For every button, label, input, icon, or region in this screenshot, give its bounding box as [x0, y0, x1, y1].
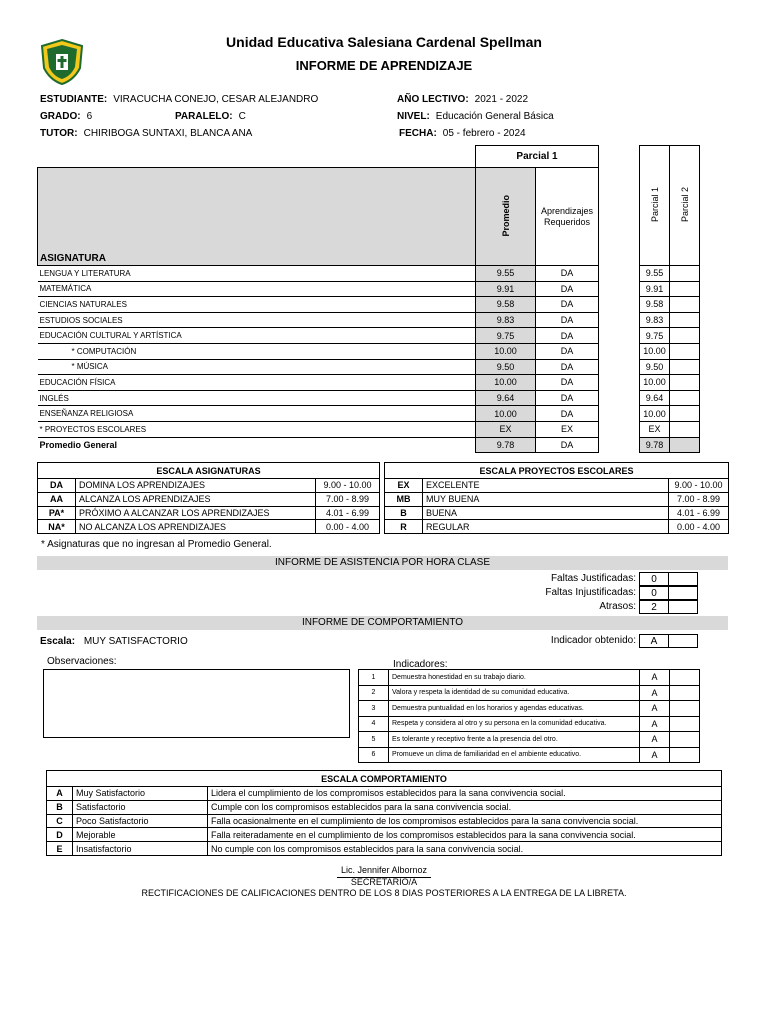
- behavior-scale-row: [47, 800, 722, 814]
- tutor-label: TUTOR:: [40, 128, 78, 139]
- indicator-empty: [670, 732, 700, 748]
- scale-range: 9.00 - 10.00: [669, 479, 729, 493]
- scale-code: NA*: [38, 520, 76, 534]
- subject-name: * PROYECTOS ESCOLARES: [38, 421, 476, 437]
- subject-average: 10.00: [476, 343, 536, 359]
- indicator-number: 3: [359, 701, 389, 717]
- parcial2-grade: [670, 297, 700, 313]
- indicator-empty: [670, 670, 700, 686]
- indicators-label: Indicadores:: [393, 659, 448, 670]
- rectification-notice: RECTIFICACIONES DE CALIFICACIONES DENTRO DE LOS 8 DIAS POSTERIORES A LA ENTREGA DE LA LIBRETA.: [141, 888, 627, 898]
- scale-row: [38, 520, 380, 534]
- behavior-scale-value: MUY SATISFACTORIO: [83, 636, 188, 647]
- projects-scale-title: ESCALA PROYECTOS ESCOLARES: [385, 463, 729, 479]
- parcial1-grade: EX: [640, 421, 670, 437]
- indicator-number: 6: [359, 747, 389, 763]
- grade-row: [38, 312, 599, 328]
- behavior-description: Cumple con los compromisos establecidos para la sana convivencia social.: [208, 800, 722, 814]
- date-row: [399, 128, 526, 139]
- projects-scale-table: [384, 462, 729, 534]
- observations-box: [43, 669, 350, 738]
- parcial1-grade: 9.64: [640, 390, 670, 406]
- general-average-learning: DA: [536, 437, 599, 453]
- grade-row: [38, 343, 599, 359]
- parcial-row: [640, 266, 700, 282]
- year-label: AÑO LECTIVO:: [397, 94, 469, 105]
- indicator-text: Respeta y considera al otro y su persona en la comunidad educativa.: [389, 716, 640, 732]
- scale-range: 0.00 - 4.00: [316, 520, 380, 534]
- parciales-table: [639, 145, 700, 453]
- parcial2-grade: [670, 421, 700, 437]
- indicator-label: Indicador obtenido:: [550, 635, 636, 646]
- indicator-empty: [670, 701, 700, 717]
- report-title: INFORME DE APRENDIZAJE: [295, 58, 473, 73]
- level-value: Educación General Básica: [435, 111, 554, 122]
- behavior-name: Mejorable: [73, 828, 208, 842]
- parcial1-grade: 10.00: [640, 343, 670, 359]
- parcial-row: [640, 421, 700, 437]
- behavior-scale-row: [47, 842, 722, 856]
- subject-name: ENSEÑANZA RELIGIOSA: [38, 406, 476, 422]
- subject-average: EX: [476, 421, 536, 437]
- justified-label: Faltas Justificadas:: [550, 573, 636, 584]
- parcial-header: Parcial 1: [476, 146, 599, 168]
- scale-row: [385, 492, 729, 506]
- grade-row: [38, 375, 599, 391]
- indicator-row: [359, 732, 700, 748]
- parcial-row: [640, 312, 700, 328]
- behavior-scale-row: [47, 787, 722, 801]
- parcial1-header: Parcial 1: [649, 186, 660, 222]
- late-label: Atrasos:: [599, 601, 636, 612]
- indicator-empty: [670, 685, 700, 701]
- grade-row: [38, 297, 599, 313]
- parcial1-grade: 9.58: [640, 297, 670, 313]
- indicator-grade: A: [640, 747, 670, 763]
- parcial1-grade: 9.91: [640, 281, 670, 297]
- behavior-code: C: [47, 814, 73, 828]
- subject-learning: DA: [536, 343, 599, 359]
- scale-row: [385, 520, 729, 534]
- parcial2-grade: [670, 390, 700, 406]
- subject-header: ASIGNATURA: [38, 168, 476, 266]
- indicator-row: [359, 701, 700, 717]
- indicator-grade: A: [640, 716, 670, 732]
- subject-name: LENGUA Y LITERATURA: [38, 266, 476, 282]
- indicator-number: 4: [359, 716, 389, 732]
- tutor-row: [40, 128, 252, 139]
- behavior-scale-table: [46, 770, 722, 856]
- grade-row: [38, 281, 599, 297]
- parcial1-grade: 9.83: [640, 312, 670, 328]
- scale-code: MB: [385, 492, 423, 506]
- scale-row: [38, 506, 380, 520]
- grade-value: 6: [86, 111, 93, 122]
- indicator-row: [359, 685, 700, 701]
- parcial2-grade: [670, 312, 700, 328]
- subject-average: 9.75: [476, 328, 536, 344]
- indicator-row: [359, 670, 700, 686]
- scale-row: [38, 492, 380, 506]
- behavior-scale-title: ESCALA COMPORTAMIENTO: [47, 771, 722, 787]
- subject-name: INGLÉS: [38, 390, 476, 406]
- indicator-grade: A: [640, 732, 670, 748]
- behavior-name: Insatisfactorio: [73, 842, 208, 856]
- subjects-scale-table: [37, 462, 380, 534]
- subject-average: 10.00: [476, 375, 536, 391]
- behavior-code: B: [47, 800, 73, 814]
- parcial2-grade: [670, 328, 700, 344]
- parcial-row: [640, 406, 700, 422]
- scale-description: BUENA: [423, 506, 669, 520]
- parcial2-grade: [670, 406, 700, 422]
- scale-range: 4.01 - 6.99: [316, 506, 380, 520]
- behavior-description: Lidera el cumplimiento de los compromisos establecidos para la sana convivencia social.: [208, 787, 722, 801]
- subject-learning: DA: [536, 328, 599, 344]
- scale-description: ALCANZA LOS APRENDIZAJES: [76, 492, 316, 506]
- student-name: VIRACUCHA CONEJO, CESAR ALEJANDRO: [113, 94, 319, 105]
- subject-name: CIENCIAS NATURALES: [38, 297, 476, 313]
- indicator-text: Valora y respeta la identidad de su comunidad educativa.: [389, 685, 640, 701]
- behavior-description: Falla reiteradamente en el cumplimiento de los compromisos establecidos para la sana convivencia social.: [208, 828, 722, 842]
- parcial2-grade: [670, 266, 700, 282]
- aprendizajes-header: Aprendizajes Requeridos: [536, 168, 599, 266]
- parcial1-grade: 9.50: [640, 359, 670, 375]
- subject-average: 9.64: [476, 390, 536, 406]
- subject-average: 9.50: [476, 359, 536, 375]
- scale-range: 7.00 - 8.99: [316, 492, 380, 506]
- indicator-grade: A: [640, 701, 670, 717]
- subject-name: * MÚSICA: [38, 359, 476, 375]
- scale-row: [385, 479, 729, 493]
- year-row: [397, 94, 528, 105]
- parcial-row: [640, 281, 700, 297]
- date-value: 05 - febrero - 2024: [442, 128, 526, 139]
- scale-range: 7.00 - 8.99: [669, 492, 729, 506]
- parcial2-grade: [670, 359, 700, 375]
- subject-learning: DA: [536, 297, 599, 313]
- behavior-code: E: [47, 842, 73, 856]
- parcial2-grade: [670, 343, 700, 359]
- behavior-scale-row: [47, 814, 722, 828]
- subject-learning: DA: [536, 281, 599, 297]
- subject-learning: DA: [536, 390, 599, 406]
- behavior-description: No cumple con los compromisos establecidos para la sana convivencia social.: [208, 842, 722, 856]
- unjustified-label: Faltas Injustificadas:: [545, 587, 636, 598]
- grade-row: [38, 421, 599, 437]
- parcial2-grade: [670, 375, 700, 391]
- scale-row: [385, 506, 729, 520]
- indicator-text: Promueve un clima de familiaridad en el ambiente educativo.: [389, 747, 640, 763]
- parcial2-grade: [670, 281, 700, 297]
- subject-name: EDUCACIÓN FÍSICA: [38, 375, 476, 391]
- indicator-empty: [668, 634, 698, 648]
- grade-row: [38, 359, 599, 375]
- parallel-row: [175, 111, 246, 122]
- general-average-label: Promedio General: [39, 440, 118, 451]
- indicator-value: A: [639, 634, 669, 648]
- parcial-row: [640, 359, 700, 375]
- subject-average: 10.00: [476, 406, 536, 422]
- behavior-title: INFORME DE COMPORTAMIENTO: [37, 616, 728, 630]
- level-label: NIVEL:: [397, 111, 430, 122]
- scale-description: NO ALCANZA LOS APRENDIZAJES: [76, 520, 316, 534]
- scale-description: MUY BUENA: [423, 492, 669, 506]
- attendance-title: INFORME DE ASISTENCIA POR HORA CLASE: [37, 556, 728, 570]
- subject-name: * COMPUTACIÓN: [38, 343, 476, 359]
- signature-name: Lic. Jennifer Albornoz: [340, 865, 428, 875]
- observations-label: Observaciones:: [47, 656, 117, 667]
- late-value: 2: [639, 600, 669, 614]
- subject-learning: DA: [536, 406, 599, 422]
- scale-row: [38, 479, 380, 493]
- parcial-row: [640, 343, 700, 359]
- school-name: Unidad Educativa Salesiana Cardenal Spellman: [226, 34, 542, 50]
- scale-code: EX: [385, 479, 423, 493]
- subject-learning: DA: [536, 266, 599, 282]
- tutor-name: CHIRIBOGA SUNTAXI, BLANCA ANA: [83, 128, 253, 139]
- subject-name: EDUCACIÓN CULTURAL Y ARTÍSTICA: [38, 328, 476, 344]
- scale-code: R: [385, 520, 423, 534]
- subjects-scale-title: ESCALA ASIGNATURAS: [38, 463, 380, 479]
- parcial1-grade: 9.55: [640, 266, 670, 282]
- grade-row: [38, 328, 599, 344]
- late-empty: [668, 600, 698, 614]
- indicators-table: [358, 669, 700, 763]
- parcial2-header: Parcial 2: [679, 186, 690, 222]
- behavior-code: A: [47, 787, 73, 801]
- parcial-row: [640, 297, 700, 313]
- indicator-number: 5: [359, 732, 389, 748]
- general-average-value: 9.78: [476, 437, 536, 453]
- parallel-value: C: [238, 111, 246, 122]
- behavior-name: Poco Satisfactorio: [73, 814, 208, 828]
- grade-row: [38, 266, 599, 282]
- subject-average: 9.83: [476, 312, 536, 328]
- scale-description: EXCELENTE: [423, 479, 669, 493]
- parcial-row: [640, 390, 700, 406]
- parcial1-grade: 10.00: [640, 375, 670, 391]
- school-year: 2021 - 2022: [474, 94, 529, 105]
- justified-value: 0: [639, 572, 669, 586]
- unjustified-value: 0: [639, 586, 669, 600]
- indicator-row: [359, 716, 700, 732]
- student-row: [40, 94, 318, 105]
- footnote: * Asignaturas que no ingresan al Promedio General.: [41, 539, 272, 550]
- unjustified-empty: [668, 586, 698, 600]
- subject-learning: EX: [536, 421, 599, 437]
- behavior-description: Falla ocasionalmente en el cumplimiento de los compromisos establecidos para la sana convivencia social.: [208, 814, 722, 828]
- scale-range: 9.00 - 10.00: [316, 479, 380, 493]
- promedio-header: Promedio: [500, 194, 511, 237]
- scale-description: REGULAR: [423, 520, 669, 534]
- subject-average: 9.91: [476, 281, 536, 297]
- grades-table: [37, 145, 599, 453]
- subject-name: MATEMÁTICA: [38, 281, 476, 297]
- behavior-scale: [40, 636, 188, 647]
- subject-learning: DA: [536, 375, 599, 391]
- indicator-number: 2: [359, 685, 389, 701]
- indicator-grade: A: [640, 685, 670, 701]
- scale-code: B: [385, 506, 423, 520]
- scale-description: PRÓXIMO A ALCANZAR LOS APRENDIZAJES: [76, 506, 316, 520]
- parallel-label: PARALELO:: [175, 111, 233, 122]
- date-label: FECHA:: [399, 128, 437, 139]
- signature-role: SECRETARIO/A: [350, 877, 418, 887]
- indicator-grade: A: [640, 670, 670, 686]
- scale-description: DOMINA LOS APRENDIZAJES: [76, 479, 316, 493]
- behavior-scale-row: [47, 828, 722, 842]
- justified-empty: [668, 572, 698, 586]
- subject-learning: DA: [536, 359, 599, 375]
- grade-row: [38, 390, 599, 406]
- parcial1-grade: 10.00: [640, 406, 670, 422]
- scale-code: PA*: [38, 506, 76, 520]
- indicator-text: Demuestra puntualidad en los horarios y agendas educativas.: [389, 701, 640, 717]
- grade-label: GRADO:: [40, 111, 81, 122]
- indicator-empty: [670, 716, 700, 732]
- indicator-empty: [670, 747, 700, 763]
- student-label: ESTUDIANTE:: [40, 94, 108, 105]
- behavior-name: Muy Satisfactorio: [73, 787, 208, 801]
- behavior-scale-label: Escala:: [40, 636, 76, 647]
- indicator-number: 1: [359, 670, 389, 686]
- parcial2-general: [670, 437, 700, 453]
- subject-average: 9.55: [476, 266, 536, 282]
- parcial-row: [640, 328, 700, 344]
- subject-name: ESTUDIOS SOCIALES: [38, 312, 476, 328]
- scale-code: DA: [38, 479, 76, 493]
- grade-row: [38, 406, 599, 422]
- subject-average: 9.58: [476, 297, 536, 313]
- scale-range: 0.00 - 4.00: [669, 520, 729, 534]
- grade-row: [40, 111, 92, 122]
- scale-code: AA: [38, 492, 76, 506]
- parcial-row: [640, 375, 700, 391]
- subject-learning: DA: [536, 312, 599, 328]
- parcial1-grade: 9.75: [640, 328, 670, 344]
- scale-range: 4.01 - 6.99: [669, 506, 729, 520]
- behavior-name: Satisfactorio: [73, 800, 208, 814]
- parcial1-general: 9.78: [640, 437, 670, 453]
- indicator-text: Demuestra honestidad en su trabajo diario.: [389, 670, 640, 686]
- indicator-row: [359, 747, 700, 763]
- level-row: [397, 111, 554, 122]
- indicator-text: Es tolerante y receptivo frente a la presencia del otro.: [389, 732, 640, 748]
- behavior-code: D: [47, 828, 73, 842]
